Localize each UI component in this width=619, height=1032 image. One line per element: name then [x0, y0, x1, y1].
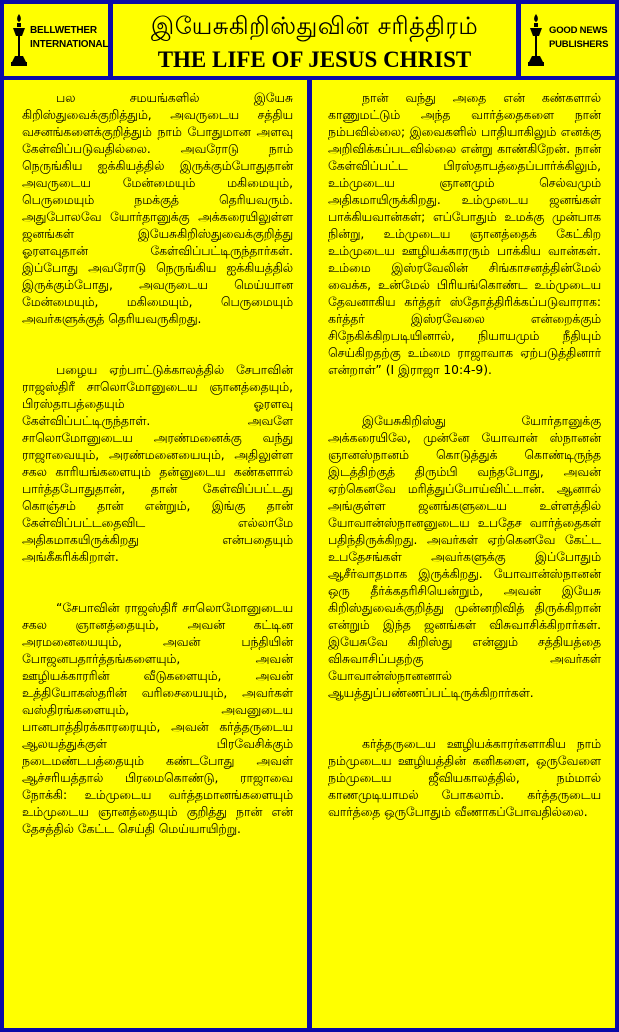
english-title: THE LIFE OF JESUS CHRIST — [157, 47, 472, 72]
tamil-title: இயேசுகிறிஸ்துவின் சரித்திரம் — [150, 12, 479, 40]
lamp-icon — [10, 12, 28, 70]
right-paragraph-2: இயேசுகிறிஸ்து யோர்தானுக்கு அக்கரையிலே, முன்னே யோவான் ஸ்நானன் ஞானஸ்நானம் கொடுத்துக் கொண்டிருந்த இடத்திற்குத் திரும்பி வந்தபோது, அவன் ஏற்கெனவே மரித்துப்போய்விட்டான். ஆனால் அங்குள்ள ஜனங்களுடைய உள்ளத்தில் யோவான்ஸ்நானனுடைய உபதேச வார்த்தைகள் பதிந்திருக்கிறது. அவர்கள் ஏற்கெனவே கேட்ட உபதேசங்கள் அவர்களுக்கு இப்போதும் ஆசீர்வாதமாக இருக்கிறது. யோவான்ஸ்நானன் ஒரு தீர்க்கதரிசியென்றும், அவன் இயேசு கிறிஸ்துவைக்குறித்து முன்னறிவித் திருக்கிறான் என்றும் இந்த ஜனங்கள் விசுவாசிக்கிறார்கள். இயேசுவே கிறிஸ்து என்னும் சத்தியத்தை விசுவாசிப்பதற்கு அவர்கள் யோவான்ஸ்நானனால் ஆயத்துப்பண்ணப்பட்டிருக்கிறார்கள். — [328, 414, 601, 700]
right-paragraph-3: கர்த்தருடைய ஊழியக்காரர்களாகிய நாம் நம்முடைய ஊழியத்தின் கனிகளை, ஒருவேளை நம்முடைய ஜீவியகாலத்தில், நம்மால் காணமுடியாமல் போகலாம். கர்த்தருடைய வார்த்தை ஒருபோதும் வீணாகப்போவதில்லை. — [328, 737, 601, 819]
right-column — [312, 80, 615, 1028]
lamp-icon — [527, 12, 545, 70]
left-paragraph-3: “சேபாவின் ராஜஸ்திரீ சாலொமோனுடைய சகல ஞானத்தையும், அவன் கட்டின அரமனையையும், அவன் பந்தியின் போஜனபதார்த்தங்களையும், அவன் ஊழியக்காரரின் வீடுகளையும், அவன் உத்தியோகஸ்தரின் வரிசையையும், அவர்கள் வஸ்திரங்களையும், அவனுடைய பானபாத்திரக்காரரையும், அவன் கர்த்தருடைய ஆலயத்துக்குள் பிரவேசிக்கும் நடைமண்டபத்தையும் கண்டபோது அவள் ஆச்சரியத்தால் பிரமைகொண்டு, ராஜாவை நோக்கி: உம்முடைய வர்த்தமானங்களையும் உம்முடைய ஞானத்தையும் குறித்து நான் என் தேசத்தில் கேட்ட செய்தி மெய்யாயிற்று. — [22, 601, 293, 836]
bellwether-logo — [4, 4, 108, 76]
left-paragraph-1: பல சமயங்களில் இயேசு கிறிஸ்துவைக்குறித்தும், அவருடைய சத்திய வசனங்களைக்குறித்தும் நாம் போதுமான அளவு கேள்விப்படுவதில்லை. அவரோடு நாம் நெருங்கிய ஐக்கியத்தில் இருக்கும்போதுதான் அவருடைய மேன்மையும் மகிமையும், பெருமையும் நமக்குத் தெரியவரும். அதுபோலவே யோர்தானுக்கு அக்கரையிலுள்ள ஜனங்கள் இயேசுகிறிஸ்துவைக்குறித்து ஓரளவுதான் கேள்விப்பட்டிருந்தார்கள். இப்போது அவரோடு நெருங்கிய ஐக்கியத்தில் இருக்கும்போது, அவருடைய மெய்யான மேன்மையும், மகிமையும், பெருமையும் அவர்களுக்குத் தெரியவருகிறது. — [22, 91, 293, 326]
logo-right-line2: PUBLISHERS — [549, 39, 609, 50]
logo-right-line1: GOOD NEWS — [549, 25, 608, 36]
left-paragraph-2: பழைய ஏற்பாட்டுக்காலத்தில் சேபாவின் ராஜஸ்திரீ சாலொமோனுடைய ஞானத்தையும், பிரஸ்தாபத்தையும் ஓரளவு கேள்விப்பட்டிருந்தாள். அவளே சாலொமோனுடைய அரண்மனைக்கு வந்து ராஜாவையும், அரண்மனையையும், அதிலுள்ள சகல காரியங்களையும் தன்னுடைய கண்களால் பார்த்தபோதுதான், தான் கேள்விப்பட்டது கொஞ்சம் தான் என்றும், இங்கு தான் கேள்விப்பட்டதைவிட எல்லாமே அதிகமாகயிருக்கிறது என்பதையும் அங்கீகரிக்கிறாள். — [22, 363, 293, 564]
left-column — [4, 80, 307, 1028]
logo-left-line1: BELLWETHER — [30, 25, 97, 36]
logo-left-line2: INTERNATIONAL — [30, 39, 109, 50]
right-paragraph-1: நான் வந்து அதை என் கண்களால் காணுமட்டும் அந்த வார்த்தைகளை நான் நம்பவில்லை; இவைகளில் பாதியாகிலும் எனக்கு அறிவிக்கப்படவில்லை என்று காண்கிறேன். நான் கேள்விப்பட்ட பிரஸ்தாபத்தைப்பார்க்கிலும், உம்முடைய ஞானமும் செல்வமும் அதிகமாயிருக்கிறது. உம்முடைய ஜனங்கள் பாக்கியவான்கள்; எப்போதும் உமக்கு முன்பாக நின்று, உம்முடைய ஞானத்தைக் கேட்கிற உம்முடைய ஊழியக்காரரும் பாக்கிய வான்கள். உம்மை இஸ்ரவேலின் சிங்காசனத்தின்மேல் வைக்க, உன்மேல் பிரியங்கொண்ட உம்முடைய தேவனாகிய கர்த்தர் ஸ்தோத்திரிக்கப்படுவாராக: கர்த்தர் இஸ்ரவேலை என்றைக்கும் சிநேகிக்கிறபடியினால், நியாயமும் நீதியும் செய்கிறதற்கு உம்மை ராஜாவாக ஏற்படுத்தினார் என்றாள்” (I இராஜா 10:4-9). — [328, 91, 601, 377]
title-banner — [113, 4, 516, 76]
good-news-logo — [521, 4, 615, 76]
